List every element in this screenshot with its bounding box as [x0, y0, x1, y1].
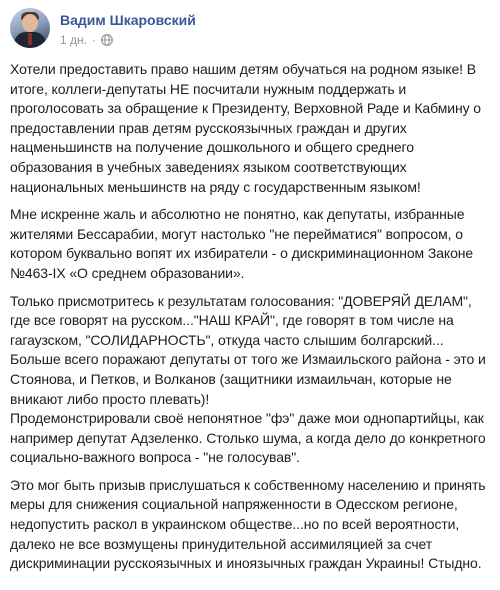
post-subline	[60, 33, 196, 47]
post-meta	[60, 11, 196, 47]
post-paragraph-1: Хотели предоставить право нашим детям обучаться на родном языке! В итоге, коллеги-депутаты НЕ посчитали нужным поддержать и проголосовать за обращение к Президенту, Верховной Раде и Кабмину о предоставлении прав детям русскоязычных граждан и других нацменьшинств на получение дошкольного и общего среднего образования в учебных заведениях языком соответствующих национальных меньшинств на ряду с государственным языком!	[10, 61, 481, 195]
avatar-face	[22, 14, 38, 32]
post-body	[10, 60, 488, 582]
avatar[interactable]	[10, 8, 50, 48]
author-name[interactable]: Вадим Шкаровский	[60, 12, 196, 28]
globe-icon[interactable]	[101, 34, 113, 46]
post-paragraph-2: Мне искренне жаль и абсолютно не понятно, как депутаты, избранные жителями Бессарабии, могут настолько "не перейматися" вопросом, о котором буквально вопят их избиратели - о дискриминационном Законе №463-IX «О среднем образовании».	[10, 206, 474, 281]
separator-dot: ·	[91, 33, 96, 47]
post-paragraph-3: Только присмотритесь к результатам голосования: "ДОВЕРЯЙ ДЕЛАМ", где все говорят на русском..."НАШ КРАЙ", где говорят в том числе на гагаузском, "СОЛИДАРНОСТЬ", откуда часто слышим болгарский... Больше всего поражают депутаты от того же Измаильского района - это и Стоянова, и Петков, и Волканов (защитники измаильчан, которые не вникают либо просто плевать)! Продемонстрировали своё непонятное "фэ" даже мои однопартийцы, как например депутат Адзеленко. Столько шума, а когда дело до конкретного социально-важного вопроса - "не голосував".	[10, 292, 486, 466]
post-header	[10, 8, 196, 48]
post-paragraph-4: Это мог быть призыв прислушаться к собственному населению и принять меры для снижения социальной напряженности в Одесском регионе, недопустить раскол в украинском обществе...но по всей вероятности, далеко не все возмущены принудительной ассимиляцией за счет дискриминации русскоязычных и иноязычных граждан Украины! Стыдно.	[10, 476, 486, 572]
post-timestamp[interactable]: 1 дн.	[60, 33, 87, 47]
avatar-tie	[28, 33, 32, 45]
